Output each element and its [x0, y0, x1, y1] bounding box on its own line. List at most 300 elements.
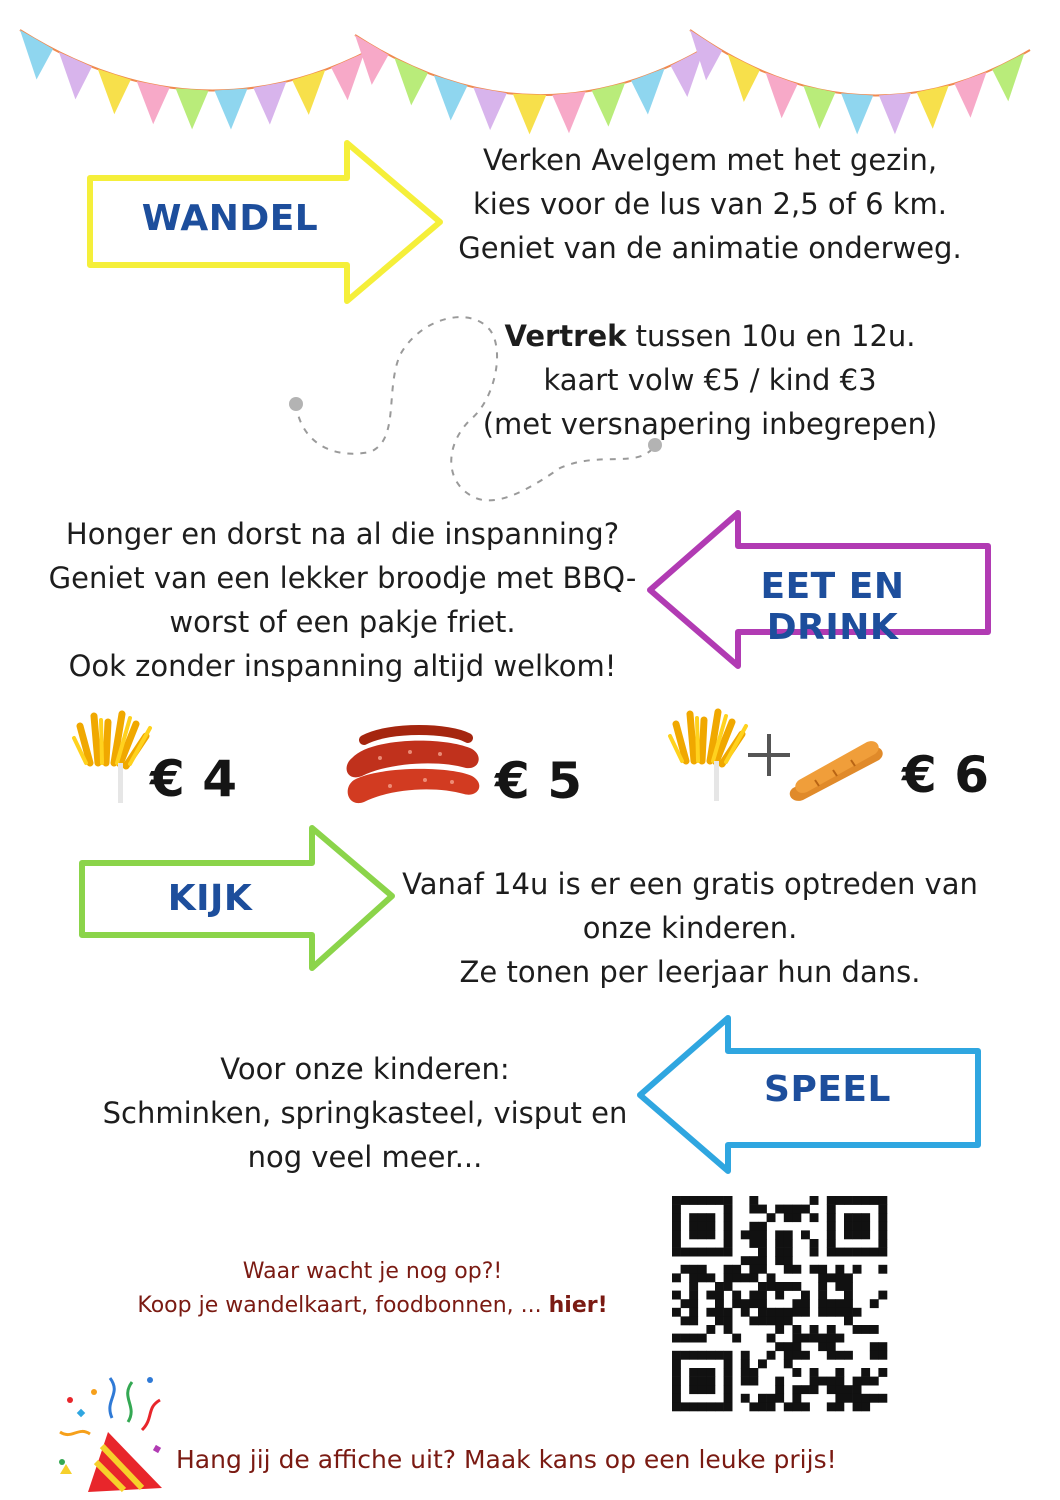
qr-module	[835, 1282, 844, 1291]
qr-module	[758, 1248, 767, 1257]
qr-module	[715, 1299, 724, 1308]
qr-module	[784, 1351, 793, 1360]
qr-module	[870, 1248, 879, 1257]
qr-module	[767, 1316, 776, 1325]
qr-module	[724, 1368, 733, 1377]
qr-module	[792, 1325, 801, 1334]
qr-module	[767, 1213, 776, 1222]
qr-module	[827, 1213, 836, 1222]
qr-module	[681, 1316, 690, 1325]
qr-module	[844, 1282, 853, 1291]
qr-module	[792, 1265, 801, 1274]
qr-module	[827, 1325, 836, 1334]
qr-module	[853, 1325, 862, 1334]
qr-module	[844, 1385, 853, 1394]
price-fries: € 4	[150, 750, 237, 808]
speel-label: SPEEL	[764, 1069, 891, 1110]
qr-module	[724, 1325, 733, 1334]
qr-module	[724, 1273, 733, 1282]
eet-line-4: Ook zonder inspanning altijd welkom!	[68, 649, 617, 683]
qr-module	[732, 1334, 741, 1343]
qr-module	[853, 1377, 862, 1386]
qr-module	[672, 1239, 681, 1248]
qr-module	[870, 1299, 879, 1308]
qr-module	[844, 1291, 853, 1300]
qr-module	[706, 1308, 715, 1317]
qr-module	[698, 1196, 707, 1205]
qr-module	[878, 1230, 887, 1239]
qr-module	[672, 1273, 681, 1282]
qr-module	[818, 1273, 827, 1282]
qr-module	[835, 1308, 844, 1317]
qr-module	[689, 1196, 698, 1205]
qr-module	[878, 1291, 887, 1300]
qr-module	[767, 1273, 776, 1282]
qr-module	[758, 1282, 767, 1291]
qr-module	[784, 1308, 793, 1317]
qr-module	[672, 1291, 681, 1300]
qr-module	[749, 1256, 758, 1265]
qr-module	[672, 1368, 681, 1377]
qr-module	[792, 1402, 801, 1411]
qr-module	[706, 1222, 715, 1231]
qr-module	[818, 1291, 827, 1300]
qr-module	[672, 1351, 681, 1360]
qr-module	[689, 1368, 698, 1377]
qr-module	[689, 1299, 698, 1308]
qr-module	[672, 1377, 681, 1386]
qr-module	[741, 1394, 750, 1403]
qr-module	[758, 1205, 767, 1214]
qr-module	[732, 1291, 741, 1300]
qr-module	[698, 1368, 707, 1377]
qr-module	[715, 1248, 724, 1257]
qr-module	[758, 1308, 767, 1317]
qr-module	[818, 1377, 827, 1386]
qr-module	[767, 1282, 776, 1291]
qr-module	[706, 1368, 715, 1377]
qr-module	[681, 1402, 690, 1411]
qr-module	[681, 1351, 690, 1360]
vertrek-line-3: (met versnapering inbegrepen)	[482, 407, 938, 441]
qr-module	[767, 1402, 776, 1411]
qr-module	[706, 1273, 715, 1282]
qr-module	[827, 1402, 836, 1411]
cta-line-2-bold: hier!	[548, 1293, 608, 1318]
qr-module	[810, 1213, 819, 1222]
qr-module	[741, 1359, 750, 1368]
qr-module	[801, 1205, 810, 1214]
qr-module	[706, 1291, 715, 1300]
qr-module	[689, 1213, 698, 1222]
qr-module	[784, 1282, 793, 1291]
qr-module	[689, 1334, 698, 1343]
vertrek-line-2: kaart volw €5 / kind €3	[543, 363, 877, 397]
qr-module	[810, 1377, 819, 1386]
qr-module	[801, 1334, 810, 1343]
qr-module	[749, 1291, 758, 1300]
qr-module	[724, 1359, 733, 1368]
qr-module	[878, 1213, 887, 1222]
qr-module	[792, 1334, 801, 1343]
qr-module	[844, 1213, 853, 1222]
qr-module	[672, 1308, 681, 1317]
qr-module	[835, 1377, 844, 1386]
qr-module	[861, 1222, 870, 1231]
cta-text	[100, 1255, 645, 1323]
qr-module	[732, 1299, 741, 1308]
qr-module	[775, 1291, 784, 1300]
qr-module	[698, 1385, 707, 1394]
qr-module	[724, 1205, 733, 1214]
qr-module	[792, 1342, 801, 1351]
qr-module	[767, 1394, 776, 1403]
qr-module	[844, 1248, 853, 1257]
qr-module	[672, 1213, 681, 1222]
qr-module	[758, 1316, 767, 1325]
eet-line-3: worst of een pakje friet.	[169, 605, 516, 639]
qr-module	[784, 1213, 793, 1222]
qr-module	[878, 1196, 887, 1205]
qr-module	[801, 1308, 810, 1317]
qr-module	[724, 1213, 733, 1222]
qr-module	[698, 1377, 707, 1386]
qr-module	[853, 1230, 862, 1239]
qr-module	[672, 1359, 681, 1368]
qr-module	[724, 1308, 733, 1317]
qr-module	[784, 1316, 793, 1325]
qr-module	[827, 1230, 836, 1239]
qr-module	[853, 1222, 862, 1231]
qr-module	[861, 1248, 870, 1257]
qr-module	[672, 1394, 681, 1403]
qr-module	[724, 1351, 733, 1360]
footer-text: Hang jij de affiche uit? Maak kans op een leuke prijs!	[176, 1445, 837, 1474]
qr-module	[689, 1316, 698, 1325]
qr-module	[827, 1299, 836, 1308]
qr-module	[706, 1377, 715, 1386]
qr-module	[698, 1273, 707, 1282]
qr-module	[810, 1196, 819, 1205]
kijk-text	[390, 862, 990, 994]
qr-module	[689, 1230, 698, 1239]
qr-module	[724, 1377, 733, 1386]
qr-module	[767, 1351, 776, 1360]
qr-module	[689, 1402, 698, 1411]
qr-module	[672, 1402, 681, 1411]
vertrek-line-1	[450, 314, 970, 358]
qr-module	[724, 1394, 733, 1403]
qr-module	[801, 1402, 810, 1411]
qr-module	[835, 1385, 844, 1394]
qr-module	[775, 1325, 784, 1334]
qr-module	[844, 1299, 853, 1308]
eet-label: EET EN DRINK	[760, 566, 905, 648]
kijk-line-3: Ze tonen per leerjaar hun dans.	[459, 955, 921, 989]
qr-module	[878, 1265, 887, 1274]
qr-module	[861, 1377, 870, 1386]
qr-module	[878, 1368, 887, 1377]
qr-module	[835, 1402, 844, 1411]
qr-module	[835, 1196, 844, 1205]
qr-module	[672, 1230, 681, 1239]
price-sausage: € 5	[495, 752, 582, 810]
qr-module	[698, 1334, 707, 1343]
qr-module	[844, 1273, 853, 1282]
qr-module	[818, 1282, 827, 1291]
qr-module	[715, 1316, 724, 1325]
qr-module	[853, 1248, 862, 1257]
vertrek-rest: tussen 10u en 12u.	[626, 319, 916, 353]
qr-module	[724, 1385, 733, 1394]
qr-module	[861, 1402, 870, 1411]
qr-module	[672, 1222, 681, 1231]
qr-module	[861, 1230, 870, 1239]
cta-line-2-pre: Koop je wandelkaart, foodbonnen, ...	[137, 1293, 549, 1318]
sausage-icon	[340, 718, 485, 813]
qr-module	[853, 1385, 862, 1394]
qr-module	[861, 1196, 870, 1205]
qr-module	[853, 1196, 862, 1205]
qr-module	[672, 1205, 681, 1214]
qr-module	[775, 1205, 784, 1214]
wandel-line-1: Verken Avelgem met het gezin,	[482, 143, 938, 177]
qr-module	[758, 1394, 767, 1403]
qr-module	[827, 1222, 836, 1231]
qr-module	[689, 1273, 698, 1282]
qr-module	[792, 1351, 801, 1360]
qr-module	[758, 1402, 767, 1411]
qr-module	[878, 1239, 887, 1248]
qr-module	[827, 1205, 836, 1214]
qr-module	[870, 1325, 879, 1334]
qr-module	[784, 1230, 793, 1239]
qr-module	[749, 1402, 758, 1411]
qr-module	[818, 1299, 827, 1308]
qr-module	[698, 1213, 707, 1222]
qr-module	[689, 1385, 698, 1394]
qr-module	[810, 1239, 819, 1248]
qr-module	[792, 1213, 801, 1222]
qr-module	[724, 1222, 733, 1231]
qr-module	[870, 1377, 879, 1386]
wandel-label: WANDEL	[141, 198, 319, 239]
qr-module	[853, 1402, 862, 1411]
qr-module	[775, 1256, 784, 1265]
qr-module	[698, 1402, 707, 1411]
cta-line-2	[100, 1289, 645, 1323]
qr-module	[835, 1299, 844, 1308]
qr-module	[749, 1222, 758, 1231]
qr-module	[689, 1265, 698, 1274]
qr-module	[801, 1230, 810, 1239]
qr-module	[844, 1308, 853, 1317]
qr-module	[741, 1351, 750, 1360]
qr-module	[801, 1291, 810, 1300]
qr-module	[835, 1351, 844, 1360]
qr-module	[784, 1359, 793, 1368]
qr-module	[715, 1282, 724, 1291]
qr-module	[749, 1299, 758, 1308]
qr-module	[801, 1299, 810, 1308]
qr-module	[827, 1273, 836, 1282]
qr-code[interactable]	[672, 1196, 887, 1411]
qr-module	[758, 1299, 767, 1308]
qr-module	[698, 1230, 707, 1239]
qr-module	[741, 1299, 750, 1308]
qr-module	[698, 1248, 707, 1257]
qr-module	[861, 1325, 870, 1334]
qr-module	[827, 1342, 836, 1351]
qr-module	[706, 1230, 715, 1239]
qr-module	[758, 1359, 767, 1368]
qr-module	[878, 1222, 887, 1231]
qr-module	[758, 1291, 767, 1300]
qr-module	[792, 1368, 801, 1377]
qr-module	[853, 1265, 862, 1274]
qr-module	[715, 1402, 724, 1411]
qr-module	[835, 1265, 844, 1274]
qr-module	[672, 1334, 681, 1343]
speel-text	[80, 1047, 650, 1179]
qr-module	[672, 1248, 681, 1257]
qr-module	[775, 1394, 784, 1403]
qr-module	[724, 1248, 733, 1257]
qr-module	[715, 1291, 724, 1300]
qr-module	[689, 1377, 698, 1386]
qr-module	[681, 1196, 690, 1205]
qr-module	[792, 1385, 801, 1394]
qr-module	[724, 1282, 733, 1291]
qr-module	[775, 1308, 784, 1317]
qr-module	[741, 1308, 750, 1317]
eet-line-1: Honger en dorst na al die inspanning?	[65, 517, 620, 551]
qr-module	[844, 1394, 853, 1403]
qr-module	[689, 1308, 698, 1317]
qr-module	[775, 1316, 784, 1325]
qr-module	[810, 1385, 819, 1394]
qr-module	[758, 1265, 767, 1274]
qr-module	[681, 1265, 690, 1274]
qr-module	[818, 1308, 827, 1317]
vertrek-text	[450, 314, 970, 446]
party-popper-icon	[50, 1370, 170, 1495]
qr-module	[741, 1368, 750, 1377]
qr-module	[818, 1342, 827, 1351]
qr-module	[681, 1248, 690, 1257]
qr-module	[835, 1334, 844, 1343]
qr-module	[724, 1230, 733, 1239]
qr-module	[698, 1351, 707, 1360]
qr-module	[749, 1196, 758, 1205]
eet-text	[30, 512, 655, 688]
qr-module	[681, 1299, 690, 1308]
qr-module	[775, 1239, 784, 1248]
qr-module	[844, 1316, 853, 1325]
speel-line-1: Voor onze kinderen:	[220, 1052, 510, 1086]
qr-module	[792, 1282, 801, 1291]
qr-module	[844, 1230, 853, 1239]
qr-module	[741, 1256, 750, 1265]
qr-module	[853, 1394, 862, 1403]
qr-module	[827, 1385, 836, 1394]
qr-module	[835, 1273, 844, 1282]
qr-module	[870, 1342, 879, 1351]
qr-module	[749, 1316, 758, 1325]
qr-module	[689, 1222, 698, 1231]
qr-module	[767, 1334, 776, 1343]
qr-module	[870, 1394, 879, 1403]
qr-module	[698, 1265, 707, 1274]
qr-module	[827, 1351, 836, 1360]
qr-module	[853, 1308, 862, 1317]
qr-module	[706, 1196, 715, 1205]
qr-module	[775, 1342, 784, 1351]
qr-module	[784, 1265, 793, 1274]
qr-module	[732, 1265, 741, 1274]
qr-module	[835, 1394, 844, 1403]
qr-module	[724, 1196, 733, 1205]
qr-module	[689, 1291, 698, 1300]
qr-module	[818, 1265, 827, 1274]
qr-module	[689, 1351, 698, 1360]
qr-module	[844, 1222, 853, 1231]
qr-module	[818, 1334, 827, 1343]
qr-module	[689, 1248, 698, 1257]
qr-module	[827, 1196, 836, 1205]
speel-line-3: nog veel meer...	[247, 1140, 483, 1174]
fries-icon	[70, 708, 155, 803]
qr-module	[706, 1351, 715, 1360]
qr-module	[749, 1205, 758, 1214]
qr-module	[861, 1368, 870, 1377]
qr-module	[715, 1196, 724, 1205]
qr-module	[758, 1239, 767, 1248]
qr-module	[672, 1196, 681, 1205]
kijk-line-1: Vanaf 14u is er een gratis optreden van	[402, 867, 978, 901]
qr-module	[706, 1213, 715, 1222]
qr-module	[792, 1205, 801, 1214]
qr-module	[844, 1196, 853, 1205]
qr-module	[861, 1394, 870, 1403]
qr-module	[878, 1248, 887, 1257]
qr-module	[741, 1377, 750, 1386]
qr-module	[835, 1368, 844, 1377]
qr-module	[870, 1351, 879, 1360]
qr-module	[827, 1377, 836, 1386]
sausage-sticks-icon	[785, 738, 890, 804]
qr-module	[775, 1248, 784, 1257]
qr-module	[784, 1239, 793, 1248]
qr-module	[878, 1205, 887, 1214]
qr-module	[801, 1385, 810, 1394]
qr-module	[749, 1368, 758, 1377]
qr-module	[784, 1205, 793, 1214]
speel-line-2: Schminken, springkasteel, visput en	[102, 1096, 628, 1130]
qr-module	[810, 1265, 819, 1274]
qr-module	[835, 1248, 844, 1257]
qr-module	[775, 1385, 784, 1394]
qr-module	[724, 1316, 733, 1325]
qr-module	[878, 1351, 887, 1360]
qr-module	[784, 1342, 793, 1351]
qr-module	[741, 1273, 750, 1282]
qr-module	[749, 1273, 758, 1282]
qr-module	[749, 1377, 758, 1386]
qr-module	[801, 1351, 810, 1360]
qr-module	[758, 1256, 767, 1265]
qr-module	[827, 1248, 836, 1257]
